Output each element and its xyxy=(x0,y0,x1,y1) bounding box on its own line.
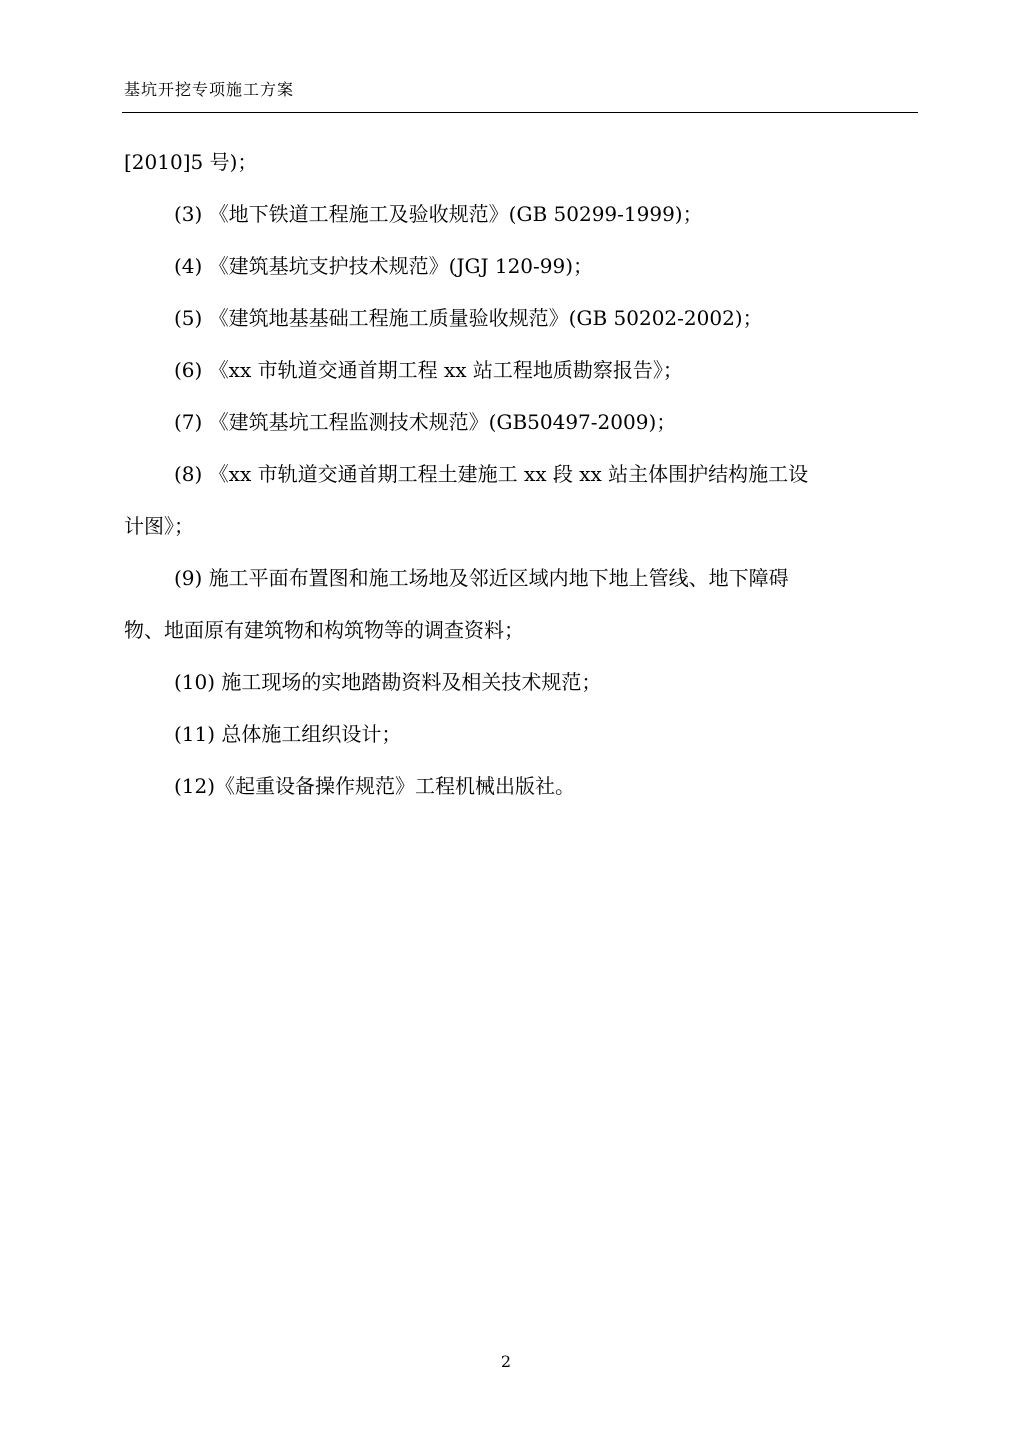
reference-item-6: (6) 《xx 市轨道交通首期工程 xx 站工程地质勘察报告》； xyxy=(174,358,683,382)
reference-item-5: (5) 《建筑地基基础工程施工质量验收规范》(GB 50202-2002)； xyxy=(174,306,763,330)
paragraph-line: [2010]5 号)； xyxy=(124,150,258,174)
reference-item-7: (7) 《建筑基坑工程监测技术规范》(GB50497-2009)； xyxy=(174,410,677,434)
reference-item-8-continued: 计图》； xyxy=(124,514,194,538)
reference-item-4: (4) 《建筑基坑支护技术规范》(JGJ 120-99)； xyxy=(174,254,594,278)
reference-item-11: (11) 总体施工组织设计； xyxy=(174,722,402,746)
document-body xyxy=(124,136,920,812)
reference-item-10: (10) 施工现场的实地踏勘资料及相关技术规范； xyxy=(174,670,602,694)
reference-item-3: (3) 《地下铁道工程施工及验收规范》(GB 50299-1999)； xyxy=(174,202,703,226)
reference-item-12: (12)《起重设备操作规范》工程机械出版社。 xyxy=(174,774,576,798)
page-header-title: 基坑开挖专项施工方案 xyxy=(124,80,295,99)
page-number: 2 xyxy=(500,1352,512,1371)
reference-item-9-continued: 物、地面原有建筑物和构筑物等的调查资料； xyxy=(124,618,524,642)
header-divider xyxy=(122,112,918,113)
reference-item-8: (8) 《xx 市轨道交通首期工程土建施工 xx 段 xx 站主体围护结构施工设 xyxy=(174,462,809,486)
reference-item-9: (9) 施工平面布置图和施工场地及邻近区域内地下地上管线、地下障碍 xyxy=(174,566,789,590)
